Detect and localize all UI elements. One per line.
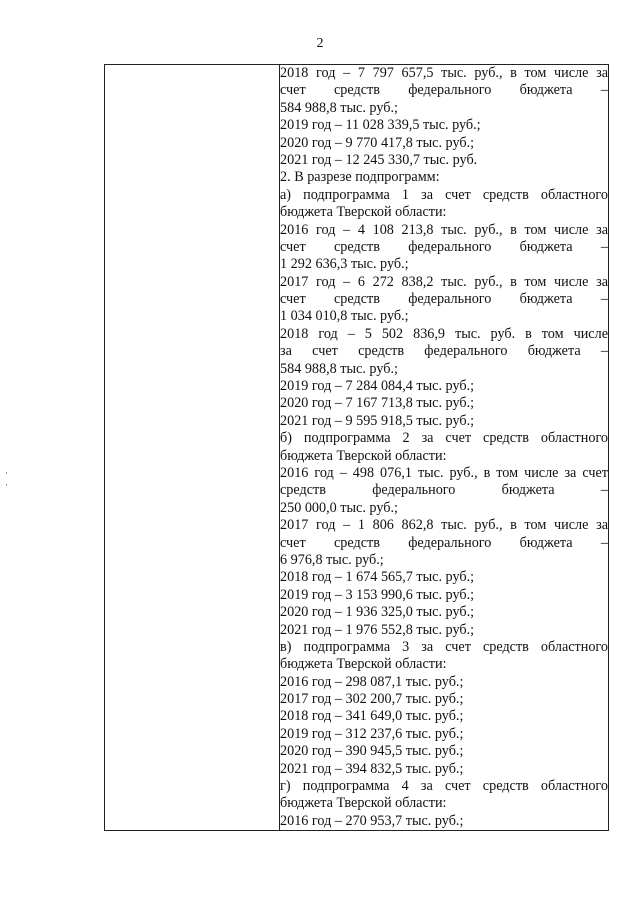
- text-line: 2. В разрезе подпрограмм:: [280, 169, 440, 186]
- text-line: счет средств федерального бюджета –: [280, 82, 608, 99]
- label-cell: [105, 65, 280, 831]
- text-line: 2021 год – 9 595 918,5 тыс. руб.;: [280, 412, 475, 429]
- text-line: 250 000,0 тыс. руб.;: [280, 499, 398, 516]
- text-line: 1 034 010,8 тыс. руб.;: [280, 308, 409, 325]
- text-line: 2017 год – 1 806 862,8 тыс. руб., в том числе за: [280, 517, 608, 534]
- text-line: 2019 год – 7 284 084,4 тыс. руб.;: [280, 378, 475, 395]
- text-line: бюджета Тверской области:: [280, 204, 447, 221]
- text-line: б) подпрограмма 2 за счет средств областного: [280, 430, 608, 447]
- text-line: 2019 год – 11 028 339,5 тыс. руб.;: [280, 117, 481, 134]
- text-line: а) подпрограмма 1 за счет средств областного: [280, 186, 608, 203]
- text-line: бюджета Тверской области:: [280, 795, 447, 812]
- text-line: 2018 год – 341 649,0 тыс. руб.;: [280, 708, 464, 725]
- page-number: 2: [316, 36, 324, 51]
- scan-mark: [6, 484, 7, 486]
- text-line: 2020 год – 390 945,5 тыс. руб.;: [280, 743, 464, 760]
- text-line: 2020 год – 1 936 325,0 тыс. руб.;: [280, 604, 475, 621]
- text-line: 2016 год – 4 108 213,8 тыс. руб., в том числе за: [280, 221, 608, 238]
- text-line: бюджета Тверской области:: [280, 656, 447, 673]
- text-line: 2017 год – 6 272 838,2 тыс. руб., в том числе за: [280, 273, 608, 290]
- text-line: 6 976,8 тыс. руб.;: [280, 551, 384, 568]
- funding-text: [280, 65, 608, 830]
- text-line: за счет средств федерального бюджета –: [280, 343, 608, 360]
- text-line: 2021 год – 1 976 552,8 тыс. руб.;: [280, 621, 475, 638]
- text-line: счет средств федерального бюджета –: [280, 291, 608, 308]
- text-line: 1 292 636,3 тыс. руб.;: [280, 256, 409, 273]
- text-line: 584 988,8 тыс. руб.;: [280, 99, 398, 116]
- text-line: 2019 год – 3 153 990,6 тыс. руб.;: [280, 586, 475, 603]
- value-cell: [280, 65, 609, 831]
- table-row: [105, 65, 609, 831]
- text-line: бюджета Тверской области:: [280, 447, 447, 464]
- passport-table: [104, 64, 609, 831]
- text-line: счет средств федерального бюджета –: [280, 534, 608, 551]
- text-line: 2019 год – 312 237,6 тыс. руб.;: [280, 725, 464, 742]
- text-line: г) подпрограмма 4 за счет средств областного: [280, 778, 608, 795]
- text-line: 2020 год – 9 770 417,8 тыс. руб.;: [280, 134, 475, 151]
- text-line: 2016 год – 270 953,7 тыс. руб.;: [280, 812, 464, 829]
- text-line: средств федерального бюджета –: [280, 482, 608, 499]
- text-line: 2017 год – 302 200,7 тыс. руб.;: [280, 691, 464, 708]
- text-line: 2020 год – 7 167 713,8 тыс. руб.;: [280, 395, 475, 412]
- text-line: 2018 год – 5 502 836,9 тыс. руб. в том числе: [280, 325, 608, 342]
- scan-mark: [6, 472, 7, 474]
- text-line: 2018 год – 7 797 657,5 тыс. руб., в том числе за: [280, 65, 608, 81]
- text-line: 2016 год – 498 076,1 тыс. руб., в том числе за счет: [280, 464, 608, 481]
- text-line: 2016 год – 298 087,1 тыс. руб.;: [280, 673, 464, 690]
- text-line: 2021 год – 12 245 330,7 тыс. руб.: [280, 151, 478, 168]
- text-line: в) подпрограмма 3 за счет средств областного: [280, 638, 608, 655]
- text-line: 584 988,8 тыс. руб.;: [280, 360, 398, 377]
- text-line: 2018 год – 1 674 565,7 тыс. руб.;: [280, 569, 475, 586]
- text-line: счет средств федерального бюджета –: [280, 238, 608, 255]
- text-line: 2021 год – 394 832,5 тыс. руб.;: [280, 760, 464, 777]
